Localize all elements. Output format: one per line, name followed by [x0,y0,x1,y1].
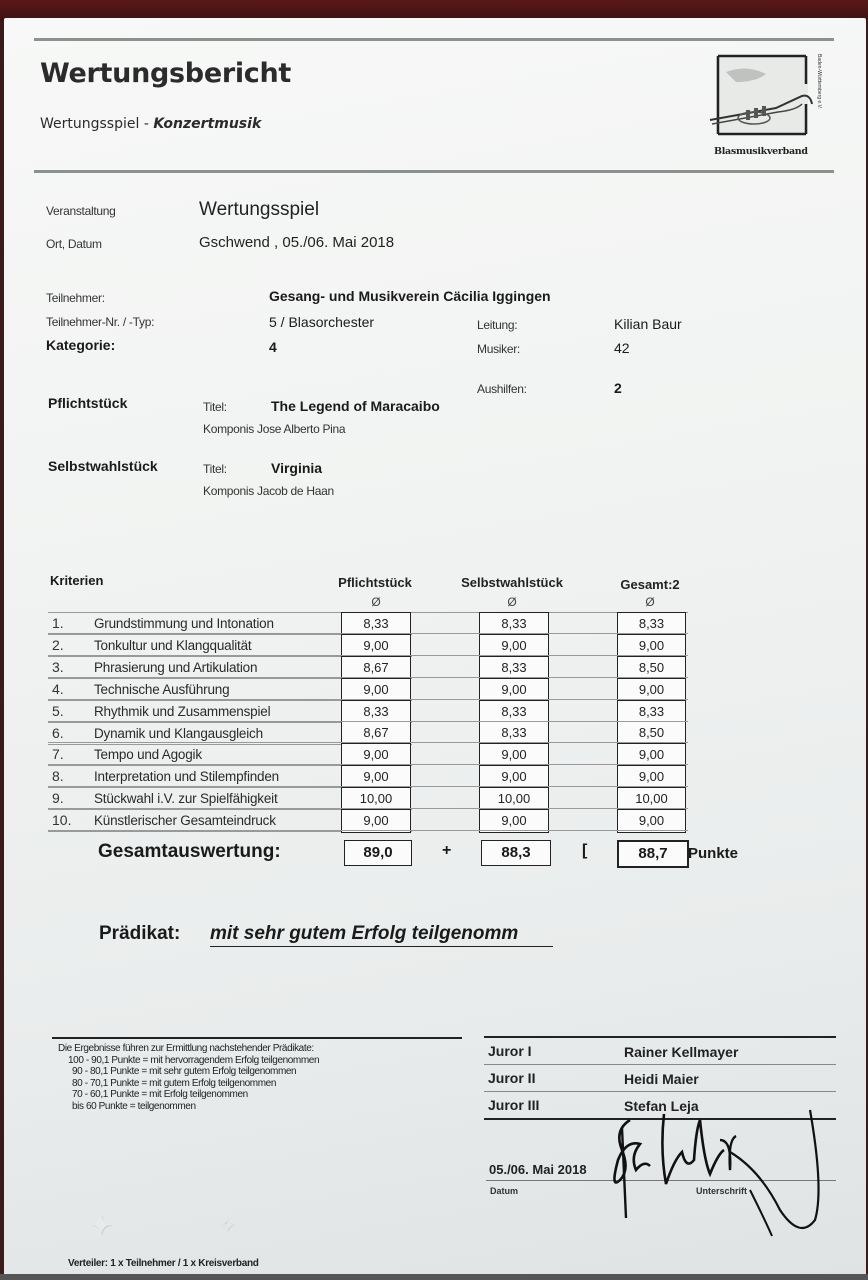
score-cell-gesamt: 8,33 [618,701,685,723]
score-cell-pflicht: 8,33 [342,613,410,635]
praedikat-label: Prädikat: [99,923,181,944]
score-cell-selbst: 8,33 [480,722,548,744]
total-pflicht: 89,0 [344,840,412,866]
veranstaltung-value: Wertungsspiel [199,199,320,220]
legend-line: bis 60 Punkte = teilgenommen [72,1100,196,1112]
page-subtitle [40,116,261,132]
aushilfen-value: 2 [614,380,622,396]
row-divider [48,655,688,656]
selbst-titel-label: Titel: [203,462,227,476]
gesamtauswertung-label: Gesamtauswertung: [98,841,281,862]
juror-name: Rainer Kellmayer [624,1044,739,1060]
criteria-number: 5. [52,702,64,719]
selbstwahlstueck-label: Selbstwahlstück [48,458,158,474]
kriterien-header: Kriterien [50,573,104,588]
juror-label: Juror II [488,1070,536,1086]
column-header-pflichtstueck: Pflichtstück [338,575,412,590]
score-cell-gesamt: 10,00 [618,788,685,810]
criteria-label: Rhythmik und Zusammenspiel [94,703,271,719]
selbst-score-column [479,612,549,833]
score-cell-pflicht: 8,67 [342,722,410,744]
criteria-label: Dynamik und Klangausgleich [94,725,263,741]
teilnehmer-label: Teilnehmer: [46,291,105,305]
predicate-legend [58,1043,319,1112]
veranstaltung-label: Veranstaltung [46,204,116,218]
score-cell-selbst: 8,33 [480,657,548,679]
row-divider [48,764,688,765]
page-title: Wertungsbericht [40,58,292,89]
legend-line: 90 - 80,1 Punkte = mit sehr gutem Erfolg teilgenommen [72,1066,297,1077]
legend-line: 100 - 90,1 Punkte = mit hervorragendem Erfolg teilgenommen [68,1054,320,1066]
avg-symbol-pflicht: Ø [371,595,381,609]
logo-text: Blasmusikverband [714,146,808,157]
criteria-number: 9. [52,790,64,807]
column-header-gesamt: Gesamt:2 [620,577,680,592]
score-cell-selbst: 9,00 [501,813,527,829]
row-divider [48,830,688,831]
ort-datum-label: Ort, Datum [46,237,102,251]
score-cell-pflicht: 9,00 [342,766,410,788]
criteria-number: 1. [52,615,64,631]
unterschrift-label: Unterschrift [696,1186,748,1196]
punkte-label: Punkte [688,845,739,862]
aushilfen-label: Aushilfen: [477,382,527,396]
leitung-value: Kilian Baur [614,316,682,332]
score-cell-pflicht: 9,00 [363,813,389,829]
teilnehmer-value: Gesang- und Musikverein Cäcilia Iggingen [269,288,551,304]
selbst-titel-value: Virginia [271,460,323,476]
bracket-sign: [ [582,842,588,859]
blasmusikverband-logo [706,52,830,162]
row-divider [48,677,688,678]
juror-row [484,1067,836,1092]
plus-sign: + [442,842,452,859]
row-divider [48,699,688,700]
datum-label: Datum [490,1186,519,1196]
criteria-label: Stückwahl i.V. zur Spielfähigkeit [94,791,278,807]
musiker-label: Musiker: [477,342,520,356]
criteria-number: 7. [52,746,64,763]
row-divider [48,808,688,809]
header-bottom-rule [34,170,834,173]
score-cell-selbst: 9,00 [480,635,548,657]
score-cell-selbst: 9,00 [480,744,548,766]
leitung-label: Leitung: [477,318,518,332]
row-divider [48,786,688,787]
pflicht-titel-label: Titel: [203,400,227,414]
embossed-seal-left-icon: ✦ [90,1210,112,1240]
criteria-number: 3. [52,658,64,675]
score-cell-selbst: 10,00 [480,788,548,810]
criteria-label: Künstlerischer Gesamteindruck [94,813,276,829]
score-cell-gesamt: 8,50 [618,657,685,679]
row-divider [48,721,688,722]
score-cell-pflicht: 9,00 [342,635,410,657]
legend-top-rule [52,1037,462,1039]
score-cell-pflicht: 8,67 [342,657,410,679]
subtitle-italic: Konzertmusik [153,116,262,132]
header-top-rule [34,38,834,41]
score-cell-pflicht: 8,33 [342,701,410,723]
criteria-label: Phrasierung und Artikulation [94,659,258,675]
photo-background-bottom [0,1274,868,1280]
criteria-label: Grundstimmung und Intonation [94,616,274,631]
kategorie-label: Kategorie: [46,337,116,353]
praedikat-value: mit sehr gutem Erfolg teilgenomm [210,923,553,947]
legend-line: 70 - 60,1 Punkte = mit Erfolg teilgenommen [72,1089,248,1100]
row-divider [48,742,688,743]
criteria-number: 6. [52,724,64,741]
selbst-komponist-label: Komponis [203,484,254,498]
teilnehmer-nr-value: 5 / Blasorchester [269,314,375,330]
pflicht-komponist-label: Komponis [203,422,254,436]
criteria-label: Interpretation und Stilempfinden [94,769,279,785]
criteria-number: 4. [52,680,64,697]
jurors-top-rule [484,1036,836,1038]
selbst-komponist-value: Jacob de Haan [257,484,334,498]
criteria-label: Technische Ausführung [94,681,230,697]
juror-row [484,1040,836,1065]
score-cell-selbst: 9,00 [480,766,548,788]
criteria-number: 8. [52,768,64,785]
total-selbst: 88,3 [481,840,551,866]
ort-datum-value: Gschwend , 05./06. Mai 2018 [199,234,395,251]
pflichtstueck-label: Pflichtstück [48,395,128,411]
score-cell-selbst: 8,33 [480,701,548,723]
row-divider [48,633,688,634]
logo-vertical-text: Baden-Württemberg e.V. [816,54,822,109]
criteria-number: 2. [52,636,64,653]
score-cell-pflicht: 9,00 [342,679,410,701]
signature-date-value: 05./06. Mai 2018 [489,1162,587,1177]
juror-label: Juror III [488,1097,540,1113]
juror-name: Heidi Maier [624,1071,699,1087]
musiker-value: 42 [614,340,630,356]
total-gesamt: 88,7 [617,840,689,868]
pflicht-komponist-value: Jose Alberto Pina [257,422,346,436]
score-cell-gesamt: 8,50 [618,722,685,744]
subtitle-plain: Wertungsspiel - [40,116,154,132]
score-cell-gesamt: 9,00 [638,813,665,829]
score-cell-pflicht: 10,00 [342,788,410,810]
column-header-selbstwahlstueck: Selbstwahlstück [461,575,563,590]
score-cell-gesamt: 9,00 [618,766,685,788]
verteiler-text: Verteiler: 1 x Teilnehmer / 1 x Kreisverband [68,1258,259,1269]
score-cell-gesamt: 8,33 [618,613,685,635]
score-cell-selbst: 8,33 [480,613,548,635]
teilnehmer-nr-label: Teilnehmer-Nr. / -Typ: [46,315,155,329]
legend-intro: Die Ergebnisse führen zur Ermittlung nachstehender Prädikate: [58,1043,314,1054]
pflicht-titel-value: The Legend of Maracaibo [271,398,440,414]
score-cell-selbst: 9,00 [480,679,548,701]
juror-label: Juror I [488,1043,532,1059]
criteria-label: Tonkultur und Klangqualität [94,637,252,653]
criteria-label: Tempo und Agogik [94,747,202,763]
score-cell-gesamt: 9,00 [618,635,685,657]
score-cell-gesamt: 9,00 [618,744,685,766]
legend-line: 80 - 70,1 Punkte = mit gutem Erfolg teilgenommen [72,1077,276,1089]
avg-symbol-selbst: Ø [507,595,517,609]
embossed-seal-right-icon: ✧ [218,1212,237,1237]
gesamt-score-column [617,612,686,833]
juror-name: Stefan Leja [624,1098,699,1114]
criteria-number: 10. [52,812,72,829]
pflicht-score-column [341,612,411,833]
handwritten-signature-icon [600,1100,830,1250]
score-cell-pflicht: 9,00 [342,744,410,766]
kategorie-value: 4 [269,339,277,355]
score-cell-gesamt: 9,00 [618,679,685,701]
avg-symbol-gesamt: Ø [645,595,655,609]
logo-vertical-text-wrap [810,54,824,140]
